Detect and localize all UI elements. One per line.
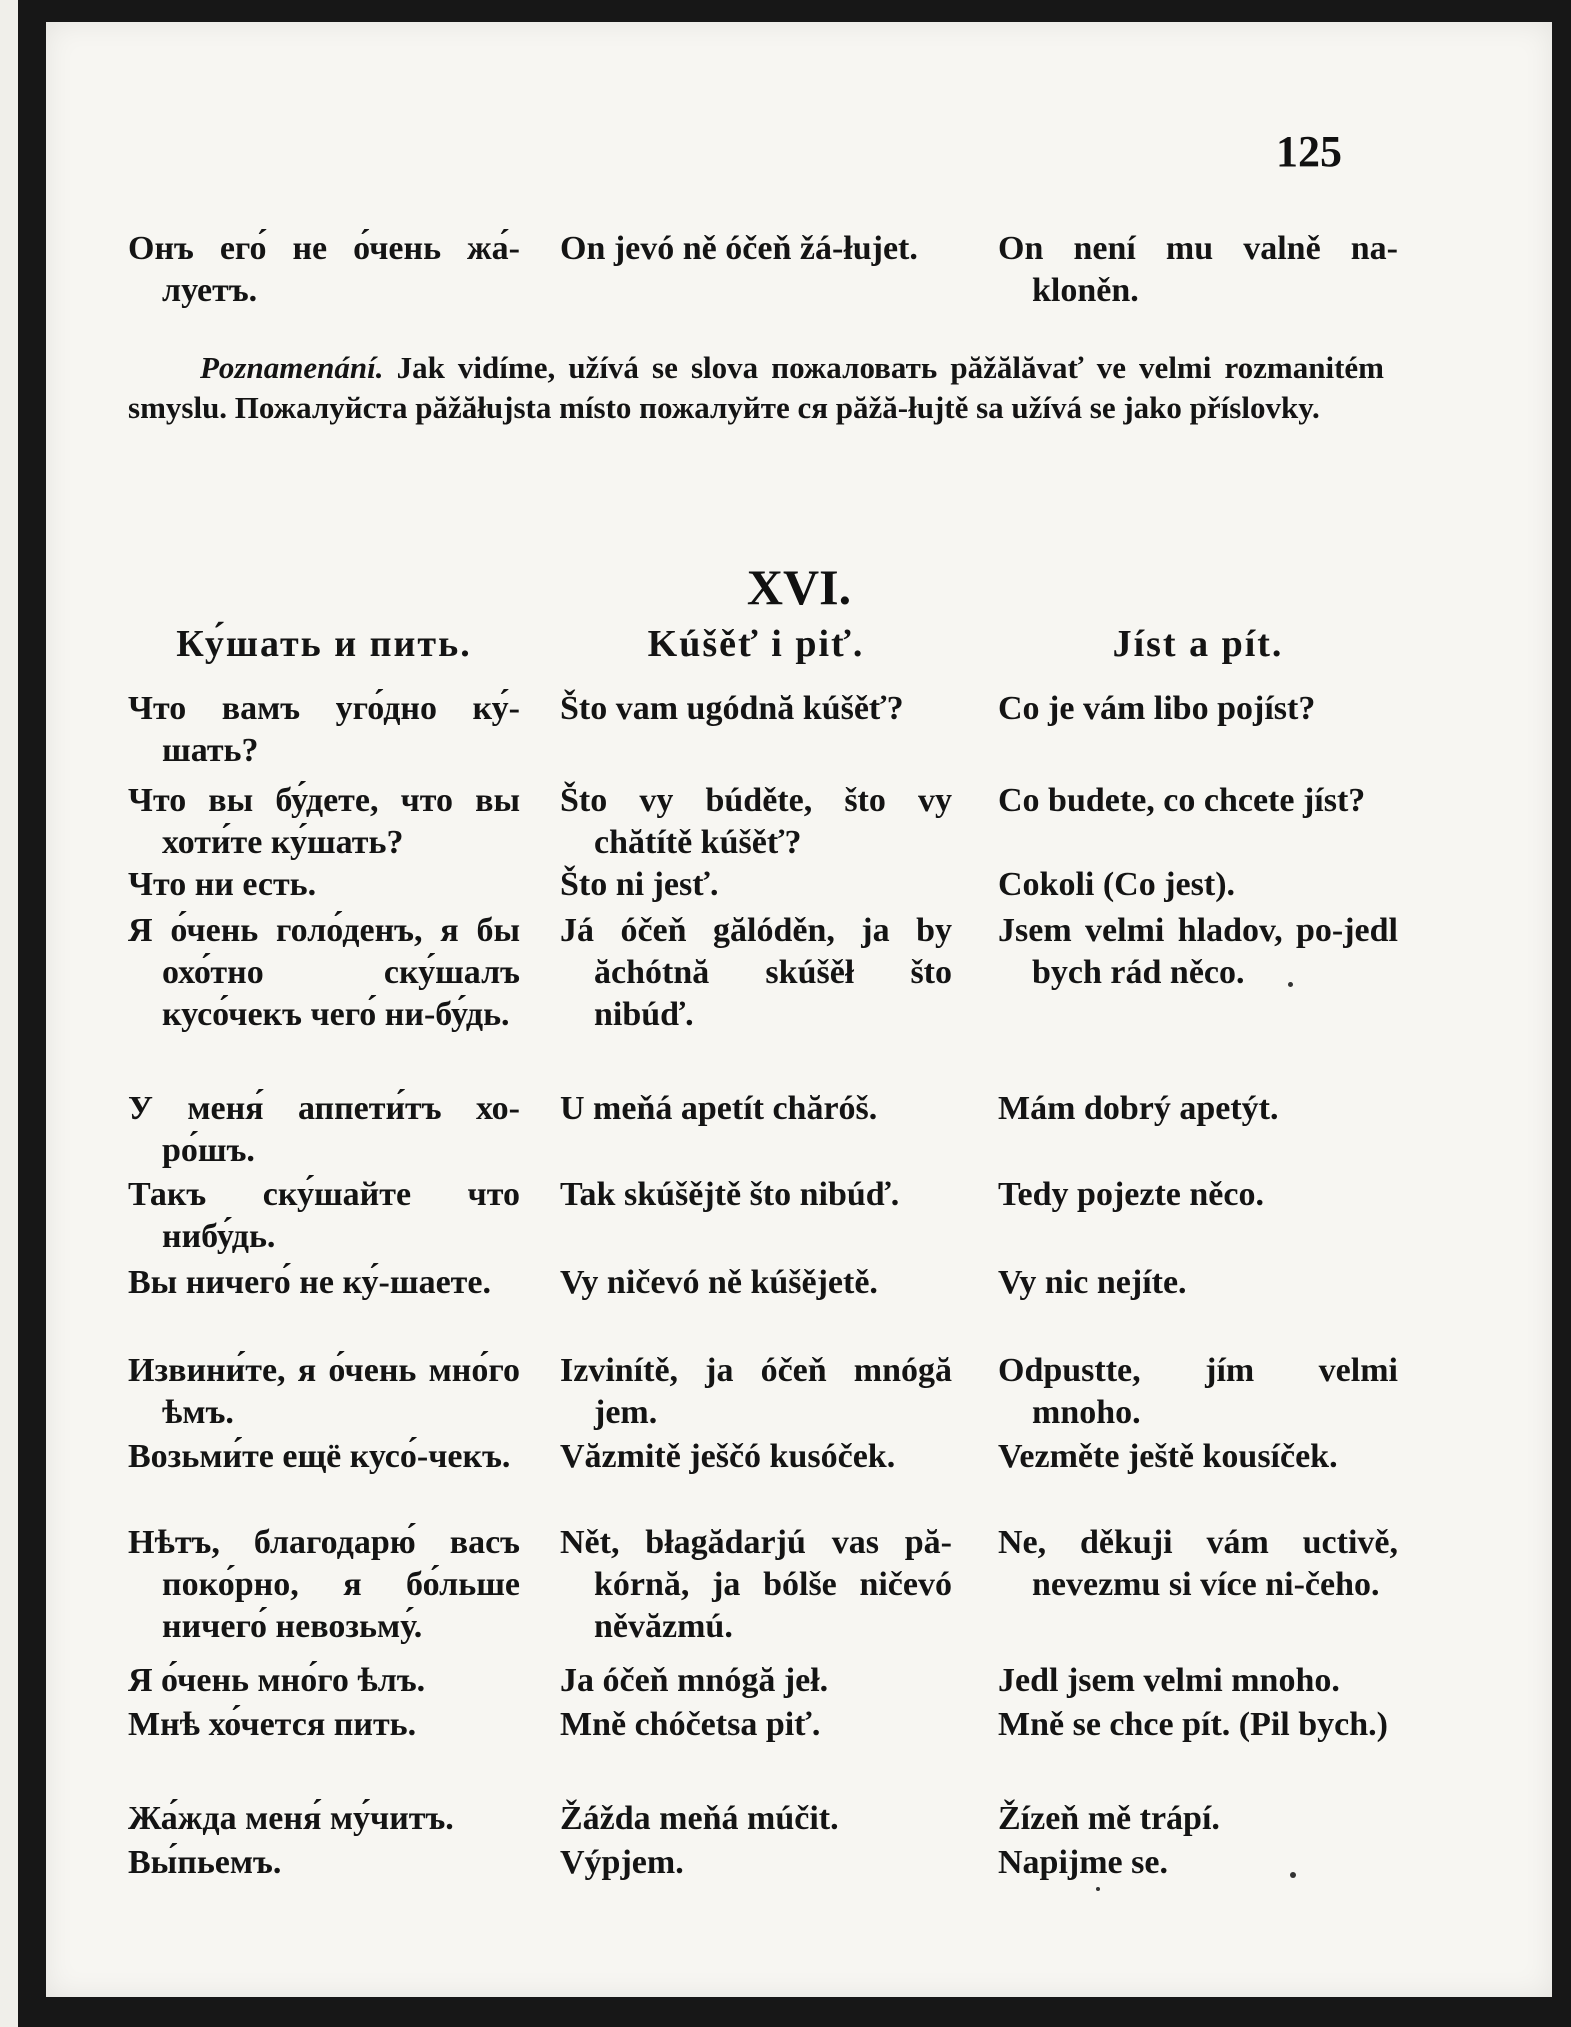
heading-phonetic: Kúšěť i piť. [647, 623, 865, 665]
phonetic-text: Já óčeň gălóděn, ja by ăchótnă skúšěł što nibúď. [560, 912, 952, 1033]
phonetic-text: Što vam ugódnă kúšěť? [560, 690, 904, 727]
page-number: 125 [1276, 127, 1342, 176]
phonetic-text: On jevó ně óčeň žá-łujet. [560, 230, 918, 267]
phonetic-text: Nět, błagădarjú vas pă-kórnă, ja bólše ničevó něvăzmú. [560, 1524, 952, 1645]
russian-text: У меня́ аппети́тъ хо-ро́шъ. [128, 1090, 520, 1169]
phonetic-text: Što vy búděte, što vy chătítě kúšěť? [560, 782, 952, 861]
adjacent-page-edge [0, 0, 18, 2027]
czech-text: Odpustte, jím velmi mnoho. [998, 1352, 1398, 1431]
russian-text: Я о́чень мно́го ѣлъ. [128, 1662, 426, 1699]
czech-text: Vezměte ještě kousíček. [998, 1438, 1338, 1475]
czech-text: Vy nic nejíte. [998, 1264, 1187, 1301]
russian-text: Онъ его́ не о́чень жа́-луетъ. [128, 230, 520, 309]
phonetic-text: Vy ničevó ně kúšějetě. [560, 1264, 878, 1301]
russian-text: Я о́чень голо́денъ, я бы охо́тно ску́шалъ кусо́чекъ чего́ ни-бу́дь. [128, 912, 520, 1033]
note-text: Jak vidíme, užívá se slova пожаловать păžălăvať ve velmi rozmanitém smyslu. Пожалуйста păžăłujsta místo пожалуйте ся păžă-łujtě sa užívá se jako příslovky. [128, 350, 1385, 425]
phonetic-text: Tak skúšějtě što nibúď. [560, 1176, 900, 1213]
heading-czech: Jíst a pít. [1112, 623, 1284, 665]
scan-speck [1096, 1887, 1100, 1891]
czech-text: Co je vám libo pojíst? [998, 690, 1316, 727]
czech-text: Jsem velmi hladov, po-jedl bych rád něco. [998, 912, 1398, 991]
scan-speck [1288, 982, 1293, 987]
czech-text: Žízeň mě trápí. [998, 1800, 1220, 1837]
russian-text: Жа́жда меня́ му́читъ. [128, 1800, 454, 1837]
book-page [46, 22, 1552, 1997]
phonetic-text: Výpjem. [560, 1844, 684, 1881]
phonetic-text: Izvinítě, ja óčeň mnógă jem. [560, 1352, 952, 1431]
scan-speck [1290, 1872, 1296, 1878]
phonetic-text: Ja óčeň mnógă jeł. [560, 1662, 829, 1699]
phonetic-text: Văzmitě ješčó kusóček. [560, 1438, 896, 1475]
russian-text: Извини́те, я о́чень мно́го ѣмъ. [128, 1352, 520, 1431]
czech-text: Napijme se. [998, 1844, 1168, 1881]
phonetic-text: U meňá apetít chăróš. [560, 1090, 878, 1127]
czech-text: Co budete, co chcete jíst? [998, 782, 1366, 819]
phonetic-text: Mně chóčetsa piť. [560, 1706, 821, 1743]
russian-text: Нѣтъ, благодарю́ васъ поко́рно, я бо́льше ничего́ невозьму́. [128, 1524, 520, 1645]
section-number: XVI. [746, 559, 852, 615]
russian-text: Что вамъ уго́дно ку́-шать? [128, 690, 520, 769]
czech-text: Mně se chce pít. (Pil bych.) [998, 1706, 1388, 1743]
czech-text: Ne, děkuji vám uctivě, nevezmu si více ni-čeho. [998, 1524, 1398, 1603]
russian-text: Вы ничего́ не ку́-шаете. [128, 1264, 491, 1301]
russian-text: Мнѣ хо́чется пить. [128, 1706, 417, 1743]
russian-text: Что ни есть. [128, 866, 317, 903]
czech-text: On není mu valně na-kloněn. [998, 230, 1398, 309]
note-paragraph [128, 348, 1384, 428]
russian-text: Что вы бу́дете, что вы хоти́те ку́шать? [128, 782, 520, 861]
czech-text: Cokoli (Co jest). [998, 866, 1236, 903]
note-label: Poznamenání. [200, 350, 384, 385]
phonetic-text: Što ni jesť. [560, 866, 719, 903]
russian-text: Вы́пьемъ. [128, 1844, 282, 1881]
phonetic-text: Žážda meňá múčit. [560, 1800, 839, 1837]
heading-russian: Ку́шать и пить. [176, 623, 472, 665]
czech-text: Mám dobrý apetýt. [998, 1090, 1279, 1127]
russian-text: Такъ ску́шайте что нибу́дь. [128, 1176, 520, 1255]
czech-text: Jedl jsem velmi mnoho. [998, 1662, 1340, 1699]
czech-text: Tedy pojezte něco. [998, 1176, 1264, 1213]
russian-text: Возьми́те ещё кусо́-чекъ. [128, 1438, 511, 1475]
